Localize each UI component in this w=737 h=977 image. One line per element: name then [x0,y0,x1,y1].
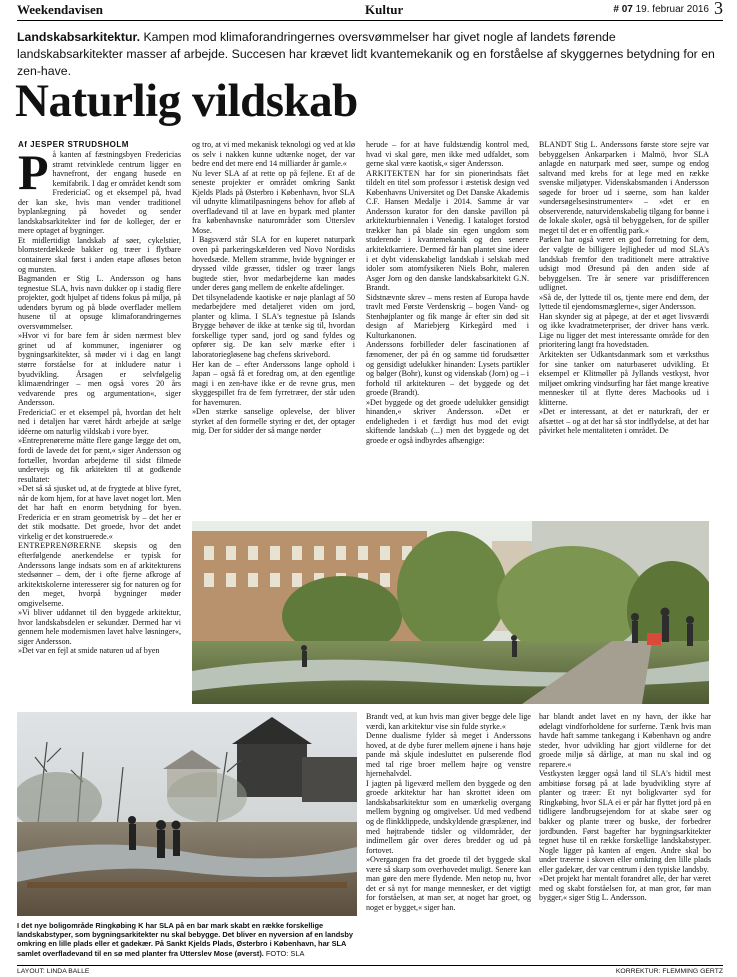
paragraph [192,407,355,436]
paragraph-text: »Det er interessant, at det er naturkraft, der er afsættet – og at det har så stor indflydelse, at det har påvirket hele mentaliteten i området. De [539,407,709,436]
page-number: 3 [714,0,723,18]
drop-cap: P [18,150,49,200]
byline: Af JESPER STRUDSHOLM [18,140,129,149]
publication-name: Weekendavisen [17,2,103,17]
paragraph [18,646,181,656]
paragraph [366,169,529,293]
paragraph-text: »Overgangen fra det groede til det byggede skal være så skarp som overhovedet muligt. Senere kan man gøre den mere flydende. Men netop nu, hvor det er så nyt for mange mennesker, er det vigtigt for forståelsen, at man ser, at noget har groet, og noget er bygget,« siger han. [366,855,531,912]
paragraph [539,712,711,769]
text-column-2 [192,140,355,515]
page-header [17,0,723,21]
paragraph [539,140,709,235]
paragraph [18,541,181,608]
paragraph [192,235,355,292]
photo-credit: FOTO: SLA [265,948,305,958]
paragraph [366,712,531,731]
paragraph-text: »Det byggede og det groede udelukker gensidigt hinanden,« skriver Andersson. »Det er endeligheden i et færdigt hus mod det evigt skiftende landskab (...) men det byggede og det groede er også indbyrdes afhængige: [366,397,529,445]
page-footer [17,965,723,975]
paragraph-text: I jagten på ligeværd mellem den byggede og den groede arkitektur har han skrottet ideen om landskabsarkitektur som en umærkelig overgang mellem bygning og omgivelser. Ud med vedbend og de flinkklippede, undskyldende græsplæner, ind med højtrabende tidsler og vildområder, der indimellem går over deres bredder og ud på fortovet. [366,778,531,855]
paragraph-text: »Det projekt har mentalt forandret alle, der har været med og skabt forståelsen for, at man gror, før man bygger,« siger Stig L. Andersson. [539,874,711,903]
issue-info [613,4,709,15]
paragraph-text: Et midlertidigt landskab af søer, cykelstier, blomsterdækkede bakker og træer i flytbare containere skal først i anden etape afløses beton og mursten. [18,235,181,274]
caption-text: I det nye boligområde Ringkøbing K har SLA på en bar mark skabt en række forskellige landskabstyper, som bygningsarkitekter nu skal bebygge. Det bliver en nyversion af en landsby omkring en lille plads eller et gadekær. På Sankt Kjelds Plads, Østerbro i København, har SLA samlet overfladevand til en sø med planter fra Utterslev Mose (øverst). [17,921,353,958]
paragraph [539,312,709,350]
paragraph [366,293,529,341]
village-rendering-illustration [17,712,357,916]
paragraph-text: »Hvor vi for bare fem år siden nærmest blev grinet ud af kommuner, ingeniører og bygningsarkitekter, så møder vi i dag en langt større forståelse for at inkludere natur i byudvikling. Årsagen er selvfølgelig klimaændringer – men også vores 20 års vedvarende pres og argumentation«, siger Andersson. [18,331,181,408]
section-name: Kultur [365,2,404,17]
paragraph-text: Arkitekten ser Udkantsdanmark som et værksthus for sine tanker om naturbaseret udvikling. Et eksempel er Klitmøller på Jyllands vestkyst, hvor miljøet omkring vindsurfing har fået mange kreative mennesker til at flytte deres Macbooks ud i klitterne. [539,350,709,407]
paragraph-text: »Det så så sjusket ud, at de frygtede at blive fyret, når de kom hjem, for at have lavet noget lort. Men det har haft en enorm betydning for byen. Fredericia er en stram geometrisk by – det her er det stik modsatte. Det groede, hvor det andet virkelig er det konstruerede.« [18,484,181,541]
paragraph [18,408,181,437]
paragraph-text: Anderssons forbilleder deler fascinationen af fænomener, der på én og samme tid forudsætter og gensidigt udelukker hinanden: Lysets partikler og bølger (Bohr), kunst og videnskab (Jorn) og – i forhold til arkitekturen – det byggede og det groede (Brandt). [366,340,529,398]
paragraph [539,407,709,436]
paragraph-text: »Så de, der lyttede til os, tjente mere end dem, der lyttede til ejendomsmæglerne«, siger Andersson. [539,292,709,312]
paragraph-text: »Vi bliver uddannet til den byggede arkitektur, hvor landskabsdelen er sekundær. Dermed har vi gennem hele modernismen lavet halve løsninger«, siger Andersson. [18,608,181,646]
paragraph-text: »Entreprenørerne måtte flere gange lægge det om, fordi de lavede det for pænt,« siger Andersson og fortæller, hvordan arbejderne til sidst filmede undervejs og fik arkitekten til at godkende resultatet: [18,436,181,484]
paragraph-text: har blandt andet lavet en ny havn, der ikke har ødelagt vindforholdene for surferne. Tænk hvis man havde haft samme tankegang i København og andre steder, hvor udvikling har gjort vildlerne for det groede miljø så dårlige, at man nu skal ind og reparere.« [539,712,711,769]
photo-caption [17,921,357,958]
paragraph [192,293,355,360]
paragraph-text: Brandt ved, at kun hvis man giver begge dele lige værdi, kan arkitektur vise sin fulde styrke.« [366,712,531,731]
lead-text: Kampen mod klimaforandringernes oversvømmelser har givet nogle af landets førende landskabsarkitekter masser af arbejde. Succesen har krævet lidt kvantemekanik og en forståelse af skyggernes betydning for en zen-have. [17,30,715,78]
paragraph-text: skepsis og den efterfølgende anerkendelse er typisk for Anderssons lange indsats som en af arkitekturens stedsønner – dem, der i ofte fjerne afkroge af arkitektskolerne interesserer sig for naturen og for den meget, hvorpå bygninger møder omgivelserne. [18,541,181,608]
paragraph [192,140,355,169]
paragraph-text: og tro, at vi med mekanisk teknologi og ved at klø os selv i nakken kunne udtænke noget, der var bedre end det mere end 14 milliarder år gamle.« [192,140,355,169]
paragraph [366,340,529,397]
paragraph-text: Bagmanden er Stig L. Andersson og hans tegnestue SLA, hvis navn dukker op i stadig flere projekter, godt hjulpet af tidens fokus på miljø, på udendørs byrum og på bløde overflader mellem husene til at opsuge klimaforandringernes oversvømmelser. [18,274,181,331]
paragraph-text: herude – for at have fuldstændig kontrol med, hvad vi skal gøre, men ikke med udfaldet, som gerne skal være kaotisk,« siger Andersson. [366,140,529,169]
article-title: Naturlig vildskab [15,75,358,127]
paragraph-text: Denne dualisme fylder så meget i Anderssons hoved, at de dybe furer mellem øjnene i hans høje pande må skjule indesluttet en pulserende flod med tal rige broer mellem højre og venstre hjernehalvdel. [366,731,531,779]
paragraph-text: Nu lever SLA af at rette op på fejlene. Et af de seneste projekter er området omkring Sankt Kjelds Plads på Østerbro i København, hvor SLA vil udnytte klimatilpasningens behov for afløb af overfladevand til at lave en bypark med planter fra københavnske naturområder som Utterslev Mose. [192,168,355,235]
paragraph-text: Det tilsyneladende kaotiske er nøje planlagt af 50 medarbejdere med detaljeret viden om jord, planter og klima. I SLA's tegnestue på Islands Brygge behøver de ikke at tænke sig til, hvordan forskellige typer sand, jord og sand fyldes og opfører sig. De kan selv mærke efter i laboratoriegløsene bag chefens skrivebord. [192,292,355,360]
article-lead [17,29,723,80]
photo-sankt-kjelds-plads [192,521,709,704]
paragraph-text: å kanten af fæstningsbyen Fredericias stramt retvinklede centrum ligger en havnefront, der engang husede en kemifabrik. I dag er området kendt som FredericiaC og et eksempel på, hvad der kan ske, hvis man vender traditionel byplanlægning på hovedet og sender landskabsarkitekter ind før de kolleger, der er mere optaget af bygninger. [18,150,181,236]
paragraph [18,484,181,541]
paragraph [539,235,709,292]
paragraph [366,140,529,169]
paragraph-text: Parken har også været en god forretning for dem, der valgte de billigere lejligheder ud mod SLA's landskab fremfor den traditionelt mere attraktive udsigt mod Øresund på den anden side af bebyggelsen. Tre år senere var prisdifferencen udlignet. [539,235,709,293]
paragraph-text: BLANDT Stig L. Anderssons første store sejre var bebyggelsen Ankarparken i Malmö, hvor SLA anlagde en naturpark med søer, sumpe og endog saltvand med krebs for at lege med en række svenske miljøtyper. Videnskabsmanden i Andersson søgede for broer ud i søerne, som han kalder »undersøgelsesinstrumenter« – »det er en observerende, naturvidenskabelig tilgang for bønne i de lokale skoler, også til bebyggelsen, for de spiller meget til det er en offentlig park.« [539,140,709,235]
text-column-3 [366,140,529,515]
paragraph-text: »Det var en fejl at smide naturen ud af byen [18,646,160,656]
paragraph-text: FredericiaC er et eksempel på, hvordan det helt ned i detaljen har været hårdt arbejde at sælge idéerne om naturlig vildskab i vore byer. [18,407,181,436]
paragraph [366,398,529,446]
text-column-1 [18,150,181,710]
paragraph [366,731,531,779]
paragraph-text: »Den stærke sanselige oplevelse, der bliver styrket af den formelle styring er det, der optager mig. Der for sidder der så mange nørder [192,407,355,436]
text-column-6 [539,712,711,967]
paragraph [192,360,355,408]
article-kicker: Landskabsarkitektur. [17,30,141,44]
paragraph [18,236,181,274]
paragraph [539,350,709,407]
issue-number: # 07 [613,4,633,15]
park-rendering-illustration [192,521,709,704]
paragraph [539,769,711,874]
paragraph [18,436,181,484]
section-opener: ENTREPRENØRERNE [18,541,102,551]
paragraph-text: Sidstnævnte skrev – mens resten af Europa havde travlt med Første Verdenskrig – bogen Vand- og Stenhøjplanter og fik mange år efter sin død sit design af Mariebjerg Kirkegård med i Kulturkanonen. [366,292,529,340]
paragraph [539,293,709,312]
paragraph [18,274,181,331]
paragraph-text: Her kan de – efter Anderssons lange ophold i Japan – også få et foredrag om, at den egentlige magi i en zen-have ikke er de revne grus, men skyggespillet fra de fem fyrretræer, der står uden for havemuren. [192,359,355,407]
section-opener: ARKITEKTEN [366,168,420,178]
paragraph [18,150,181,236]
paragraph-text: Vestkysten lægger også land til SLA's hidtil mest ambitiøse forsøg på at lade byudvikling styre af planter og træer: Et nyt boligkvarter syd for Ringkøbing, hvor SLA ei er pår har flyttet jord på en tidligere landbrugsejendom for at skabe søer og bakker og plante træer og buske, der forbedrer jordbunden. Først bagefter har bygningsarkitekter tegnet huse til en række forskellige landskabstyper. Nogle ligger på kanten af engen. Andre skal bo under træerne i skoven eller omkring den lille plads eller gadekær, der var centrum i den typiske landsby. [539,769,711,874]
paragraph [18,608,181,646]
paragraph [366,779,531,855]
paragraph-text: I Bagsværd står SLA for en kuperet naturpark oven på parkeringskælderen ved Novo Nordisks hovedsæde. Mellem stramme, hvide bygninger er dryssed vilde græsser, tidsler og træer langs bugtede stier, hvor medarbejderne kan mødes under deres gang mellem de enkelte afdelinger. [192,235,355,293]
paragraph [366,855,531,912]
paragraph [192,169,355,236]
paragraph [18,331,181,407]
paragraph-text: Han skynder sig at påpege, at der et øget livsværdi og ikke kvadratmeterpriser, der driver hans værk. Lige nu ligger det mest interessante område for den prioritering langt fra hovedstaden. [539,311,709,350]
text-column-5 [366,712,531,967]
paragraph-text: har for sin pionerindsats fået tildelt en titel som professor i æstetisk design ved Københavns Universitet og Det Danske Akademis C.F. Hansen Medalje i 2014. Samme år var Andersson kurator for den danske pavillon på arkitekturbiennalen i Venedig. I kataloget forstod trækker han på blade sin egen ungdom som studerende i kvantemekanik og den senere arkitektkarriere. Dermed får han plantet sine ideer i et dybt videnskabeligt landskab i selskab med idoler som atomfysikeren Niels Bohr, maleren Asger Jorn og den danske landskabsarkitekt G.N. Brandt. [366,168,529,293]
proofreading-credit: KORREKTUR: FLEMMING GERTZ [615,968,723,975]
issue-date: 19. februar 2016 [635,4,709,15]
paragraph [539,874,711,903]
photo-ringkobing-k [17,712,357,916]
text-column-4 [539,140,709,515]
layout-credit: LAYOUT: LINDA BALLE [17,968,90,975]
